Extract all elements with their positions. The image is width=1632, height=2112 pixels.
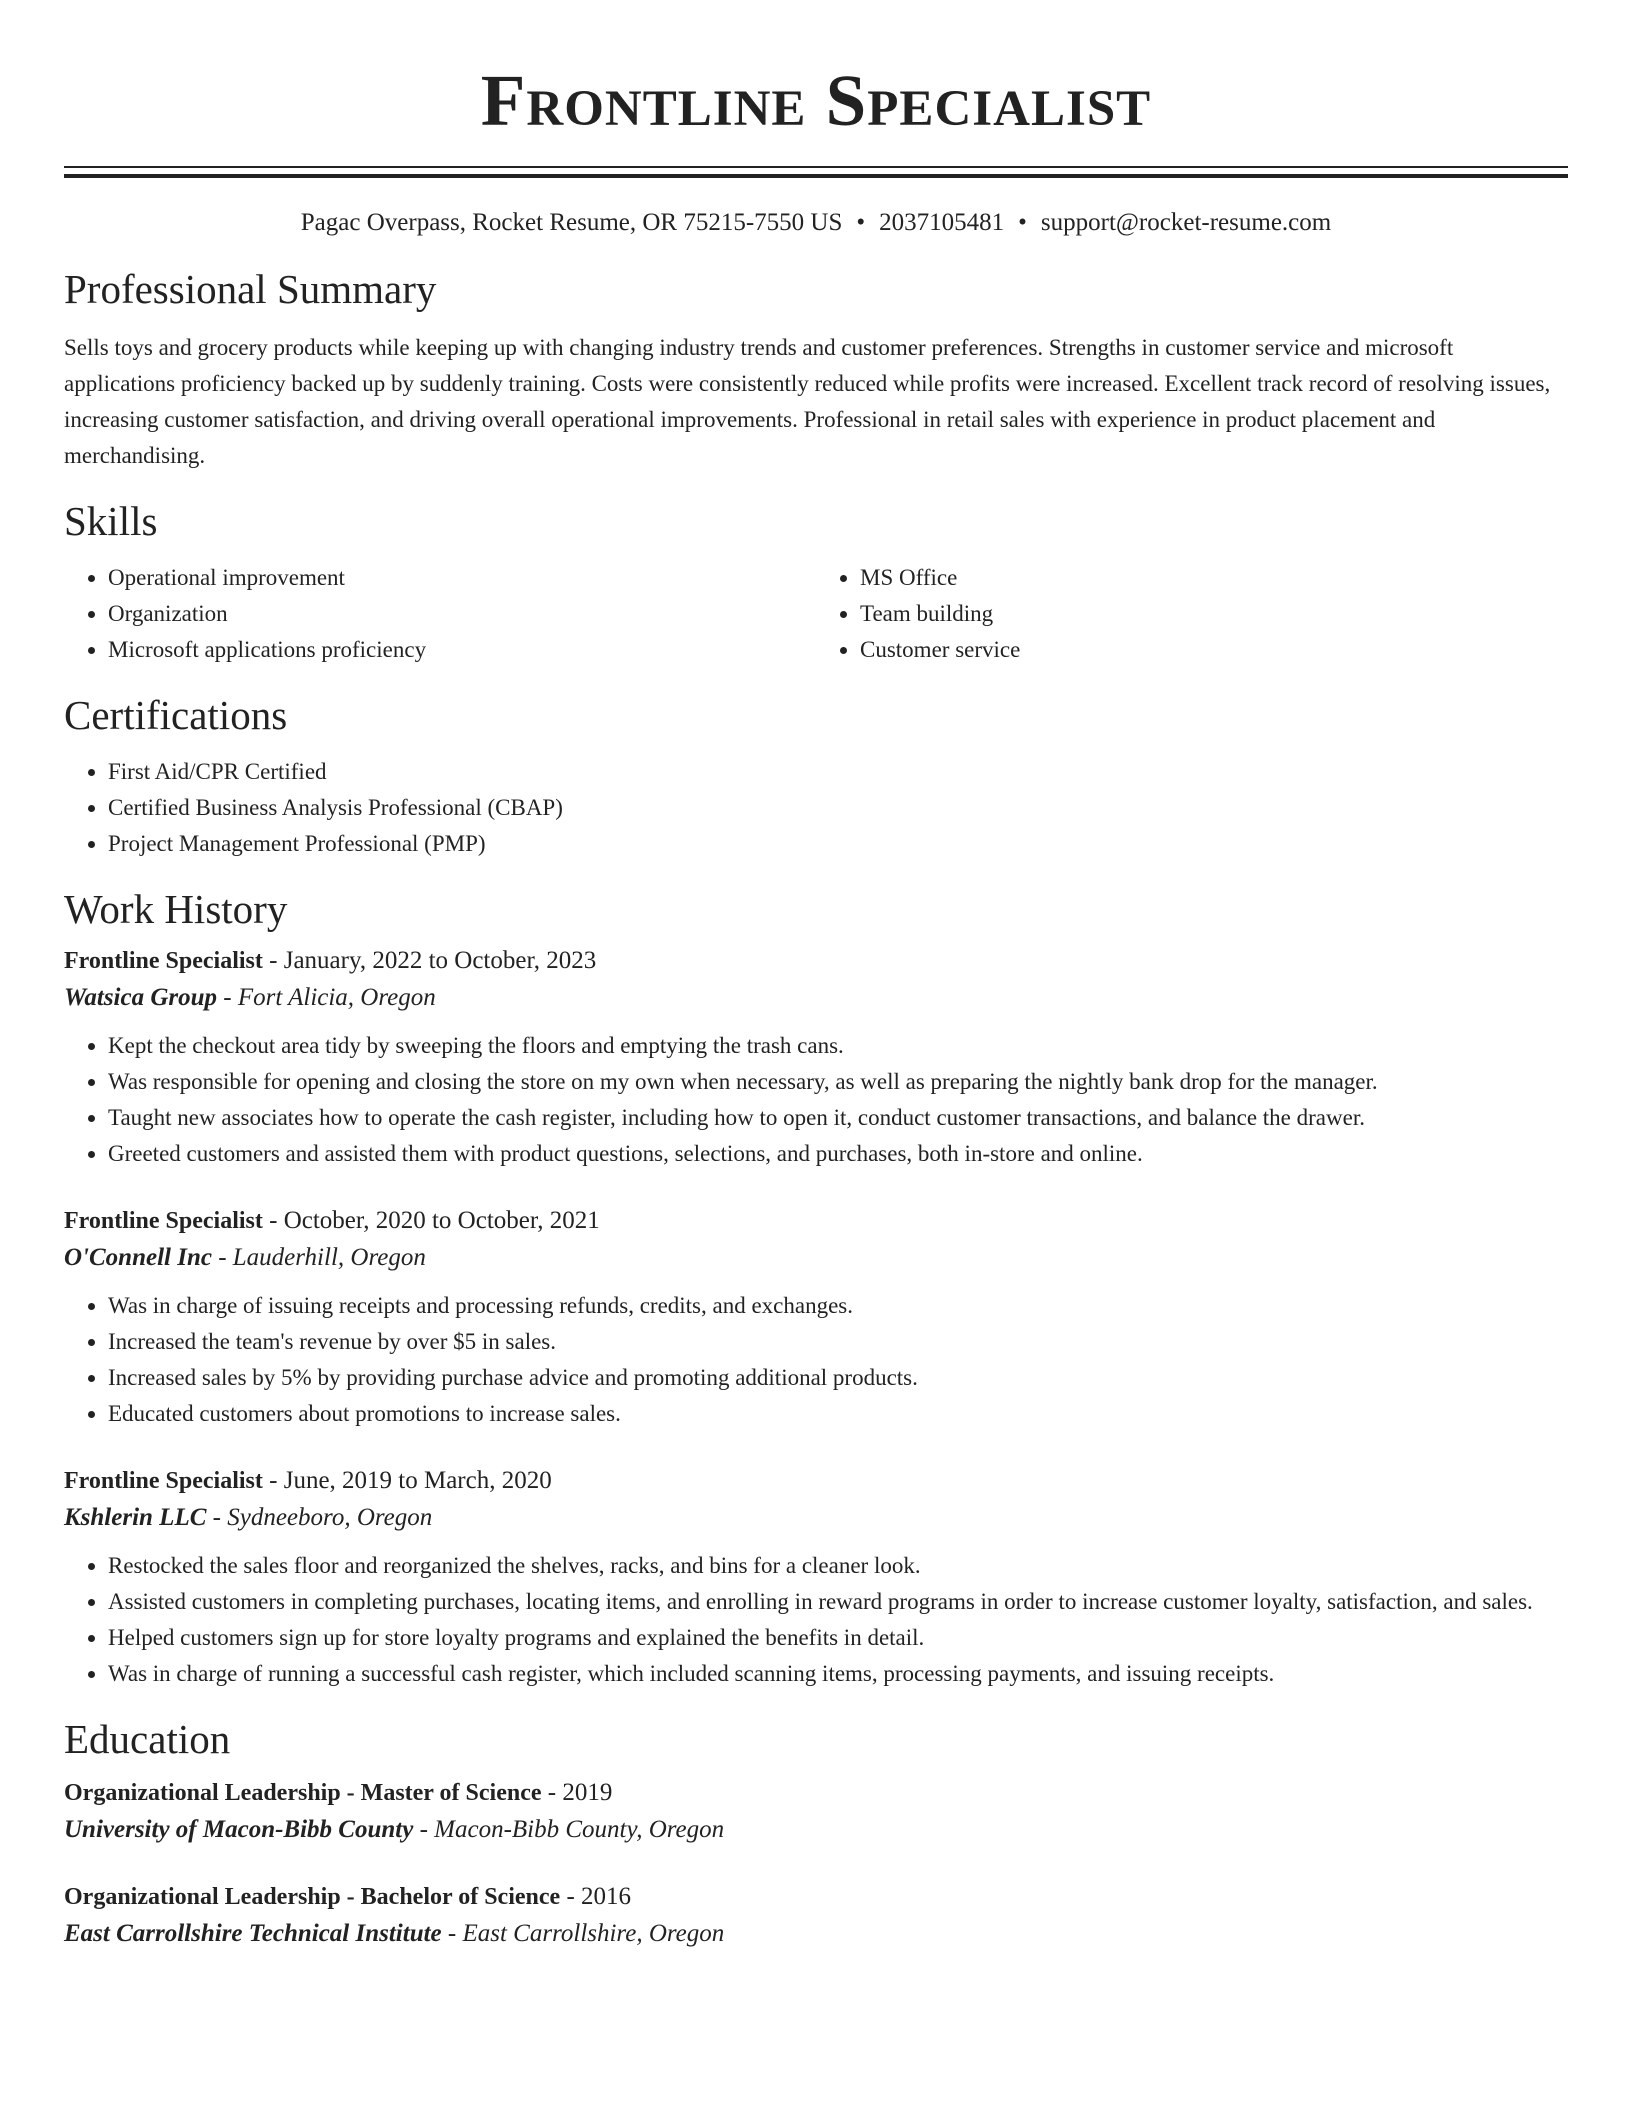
job-company-line [64, 1238, 1568, 1278]
education-year: - 2019 [541, 1779, 613, 1806]
job-duty: • Was responsible for opening and closing the store on my own when necessary, as well as preparing the nightly bank drop for the manager. [108, 1064, 1568, 1100]
title-divider [64, 166, 1568, 178]
job-duty: • Assisted customers in completing purchases, locating items, and enrolling in reward programs in order to increase customer loyalty, satisfaction, and sales. [108, 1584, 1568, 1620]
job-duty: • Increased the team's revenue by over $5 in sales. [108, 1324, 1568, 1360]
education-year: - 2016 [560, 1883, 632, 1910]
job-role: Frontline Specialist [64, 1208, 263, 1234]
skills-list-right [816, 560, 1568, 668]
education-entry [64, 1880, 1568, 1954]
skill-item: • Team building [860, 596, 1568, 632]
education-degree-line [64, 1880, 1568, 1914]
education-degree: Organizational Leadership - Master of Science [64, 1780, 542, 1806]
skill-item: • Operational improvement [108, 560, 816, 596]
job-duty: • Restocked the sales floor and reorganized the shelves, racks, and bins for a cleaner look. [108, 1548, 1568, 1584]
summary-text: Sells toys and grocery products while keeping up with changing industry trends and customer preferences. Strengths in customer service and microsoft applications proficiency backed up by suddenly training. Costs were consistently reduced while profits were increased. Excellent track record of resolving issues, increasing customer satisfaction, and driving overall operational improvements. Professional in retail sales with experience in product placement and merchandising. [64, 335, 1551, 468]
summary-heading: Professional Summary [64, 266, 437, 312]
resume-title: Frontline Specialist [480, 60, 1152, 141]
education-degree: Organizational Leadership - Bachelor of Science [64, 1884, 561, 1910]
job-duties [64, 1548, 1568, 1692]
certifications-list [64, 754, 1568, 862]
job-duties [64, 1288, 1568, 1432]
work-history-heading: Work History [64, 886, 288, 932]
education-degree-line [64, 1776, 1568, 1810]
job-entry [64, 1204, 1568, 1432]
job-dates: - June, 2019 to March, 2020 [262, 1467, 552, 1494]
contact-separator: • [1018, 209, 1027, 236]
skill-item: • Microsoft applications proficiency [108, 632, 816, 668]
skill-item: • Customer service [860, 632, 1568, 668]
job-duties [64, 1028, 1568, 1172]
education-heading: Education [64, 1716, 231, 1762]
job-role: Frontline Specialist [64, 948, 263, 974]
contact-separator: • [856, 209, 866, 236]
certification-item: • Project Management Professional (PMP) [108, 826, 1568, 862]
education-school-line [64, 1810, 1568, 1850]
job-entry [64, 944, 1568, 1172]
education-school-line [64, 1914, 1568, 1954]
job-location: - Fort Alicia, Oregon [217, 984, 436, 1011]
job-duty: • Increased sales by 5% by providing purchase advice and promoting additional products. [108, 1360, 1568, 1396]
job-location: - Lauderhill, Oregon [211, 1244, 426, 1271]
job-duty: • Greeted customers and assisted them with product questions, selections, and purchases, both in-store and online. [108, 1136, 1568, 1172]
skills-heading: Skills [64, 498, 158, 544]
certification-item: • Certified Business Analysis Professional (CBAP) [108, 790, 1568, 826]
contact-phone: 2037105481 [879, 209, 1005, 236]
certifications-heading: Certifications [64, 692, 288, 738]
skills-list-left [64, 560, 816, 668]
job-company: O'Connell Inc [64, 1244, 212, 1271]
job-duty: • Educated customers about promotions to increase sales. [108, 1396, 1568, 1432]
contact-email: support@rocket-resume.com [1040, 209, 1332, 236]
job-title-line [64, 1464, 1568, 1498]
education-entry [64, 1776, 1568, 1850]
education-location: - Macon-Bibb County, Oregon [413, 1816, 725, 1843]
job-duty: • Was in charge of running a successful cash register, which included scanning items, processing payments, and issuing receipts. [108, 1656, 1568, 1692]
skills-grid [64, 560, 1568, 668]
skill-item: • MS Office [860, 560, 1568, 596]
job-duty: • Helped customers sign up for store loyalty programs and explained the benefits in detail. [108, 1620, 1568, 1656]
contact-address: Pagac Overpass, Rocket Resume, OR 75215-7550 US [300, 209, 843, 236]
job-dates: - January, 2022 to October, 2023 [262, 947, 597, 974]
job-duty: • Taught new associates how to operate the cash register, including how to open it, conduct customer transactions, and balance the drawer. [108, 1100, 1568, 1136]
skill-item: • Organization [108, 596, 816, 632]
education-school: University of Macon-Bibb County [64, 1816, 414, 1843]
job-entry [64, 1464, 1568, 1692]
education-school: East Carrollshire Technical Institute [64, 1920, 442, 1947]
job-role: Frontline Specialist [64, 1468, 263, 1494]
job-title-line [64, 944, 1568, 978]
job-location: - Sydneeboro, Oregon [206, 1504, 433, 1531]
education-location: - East Carrollshire, Oregon [441, 1920, 725, 1947]
job-duty: • Kept the checkout area tidy by sweeping the floors and emptying the trash cans. [108, 1028, 1568, 1064]
certification-item: • First Aid/CPR Certified [108, 754, 1568, 790]
job-duty: • Was in charge of issuing receipts and processing refunds, credits, and exchanges. [108, 1288, 1568, 1324]
job-dates: - October, 2020 to October, 2021 [262, 1207, 600, 1234]
job-title-line [64, 1204, 1568, 1238]
job-company: Kshlerin LLC [64, 1504, 207, 1531]
job-company-line [64, 978, 1568, 1018]
contact-line [64, 208, 1568, 238]
job-company: Watsica Group [64, 984, 218, 1011]
job-company-line [64, 1498, 1568, 1538]
